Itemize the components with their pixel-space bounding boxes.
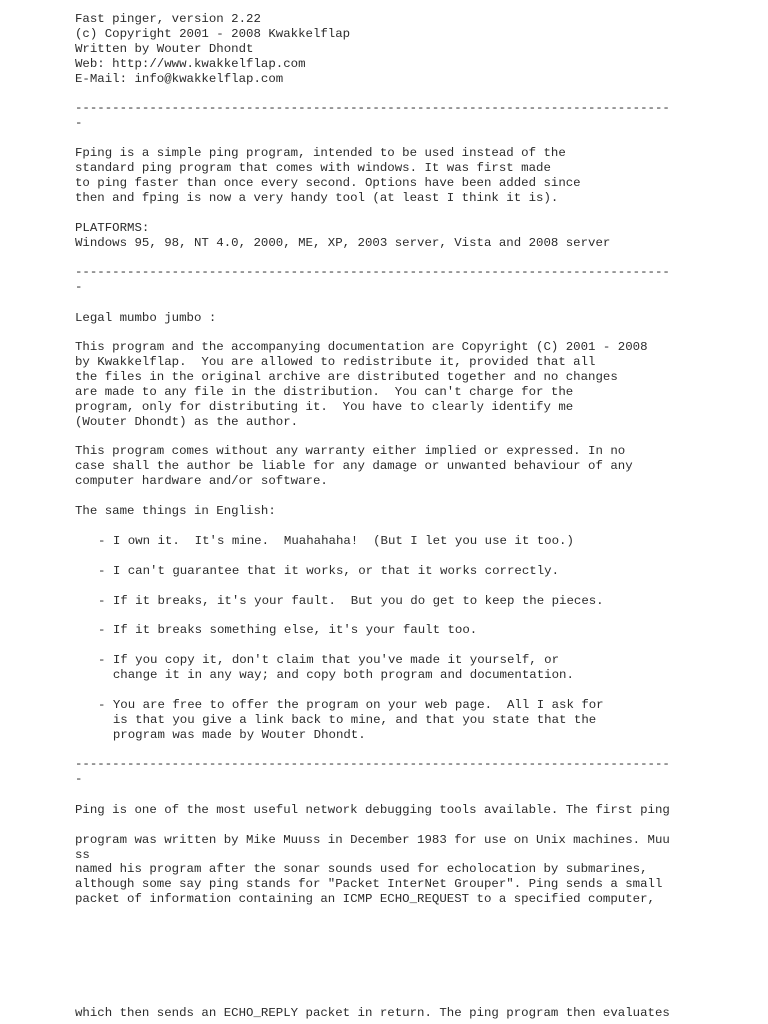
list-item: is that you give a link back to mine, and that you state that the — [98, 713, 597, 727]
separator-wrap: - — [75, 772, 83, 786]
separator-wrap: - — [75, 280, 83, 294]
program-title: Fast pinger, version 2.22 — [75, 12, 261, 26]
list-item: - If it breaks, it's your fault. But you do get to keep the pieces. — [98, 594, 604, 608]
intro-line: then and fping is now a very handy tool (at least I think it is). — [75, 191, 559, 205]
intro-line: to ping faster than once every second. Options have been added since — [75, 176, 581, 190]
intro-line: Fping is a simple ping program, intended to be used instead of the — [75, 146, 566, 160]
legal-para1-line: This program and the accompanying documentation are Copyright (C) 2001 - 2008 — [75, 340, 648, 354]
list-item: change it in any way; and copy both program and documentation. — [98, 668, 574, 682]
legal-para2-line: computer hardware and/or software. — [75, 474, 328, 488]
separator-wrap: - — [75, 116, 83, 130]
ping-line: named his program after the sonar sounds used for echolocation by submarines, — [75, 862, 648, 876]
legal-para1-line: by Kwakkelflap. You are allowed to redistribute it, provided that all — [75, 355, 596, 369]
ping-line: although some say ping stands for "Packet InterNet Grouper". Ping sends a small — [75, 877, 663, 891]
ping-line: program was written by Mike Muuss in December 1983 for use on Unix machines. Muu — [75, 833, 670, 847]
platforms-list: Windows 95, 98, NT 4.0, 2000, ME, XP, 2003 server, Vista and 2008 server — [75, 236, 611, 250]
list-item: - You are free to offer the program on your web page. All I ask for — [98, 698, 604, 712]
ping-line: packet of information containing an ICMP ECHO_REQUEST to a specified computer, — [75, 892, 655, 906]
ping-line: which then sends an ECHO_REPLY packet in return. The ping program then evaluates — [75, 1006, 670, 1020]
legal-para1-line: (Wouter Dhondt) as the author. — [75, 415, 299, 429]
ping-line: ss — [75, 848, 90, 862]
platforms-heading: PLATFORMS: — [75, 221, 150, 235]
intro-line: standard ping program that comes with windows. It was first made — [75, 161, 551, 175]
legal-para1-line: program, only for distributing it. You have to clearly identify me — [75, 400, 574, 414]
legal-para1-line: the files in the original archive are distributed together and no changes — [75, 370, 618, 384]
legal-heading: Legal mumbo jumbo : — [75, 311, 217, 325]
list-item: - If you copy it, don't claim that you've made it yourself, or — [98, 653, 560, 667]
separator-line: -------------------------------------------------------------------------------- — [75, 101, 670, 115]
separator-line: -------------------------------------------------------------------------------- — [75, 757, 670, 771]
email-line: E-Mail: info@kwakkelflap.com — [75, 72, 284, 86]
ping-line: Ping is one of the most useful network debugging tools available. The first ping — [75, 803, 670, 817]
list-item: - I own it. It's mine. Muahahaha! (But I let you use it too.) — [98, 534, 574, 548]
legal-para2-line: This program comes without any warranty either implied or expressed. In no — [75, 444, 626, 458]
separator-line: -------------------------------------------------------------------------------- — [75, 265, 670, 279]
author-line: Written by Wouter Dhondt — [75, 42, 254, 56]
web-line: Web: http://www.kwakkelflap.com — [75, 57, 306, 71]
english-heading: The same things in English: — [75, 504, 276, 518]
legal-para1-line: are made to any file in the distribution. You can't charge for the — [75, 385, 574, 399]
copyright-line: (c) Copyright 2001 - 2008 Kwakkelflap — [75, 27, 351, 41]
list-item: program was made by Wouter Dhondt. — [98, 728, 366, 742]
list-item: - If it breaks something else, it's your fault too. — [98, 623, 478, 637]
legal-para2-line: case shall the author be liable for any damage or unwanted behaviour of any — [75, 459, 633, 473]
list-item: - I can't guarantee that it works, or that it works correctly. — [98, 564, 560, 578]
